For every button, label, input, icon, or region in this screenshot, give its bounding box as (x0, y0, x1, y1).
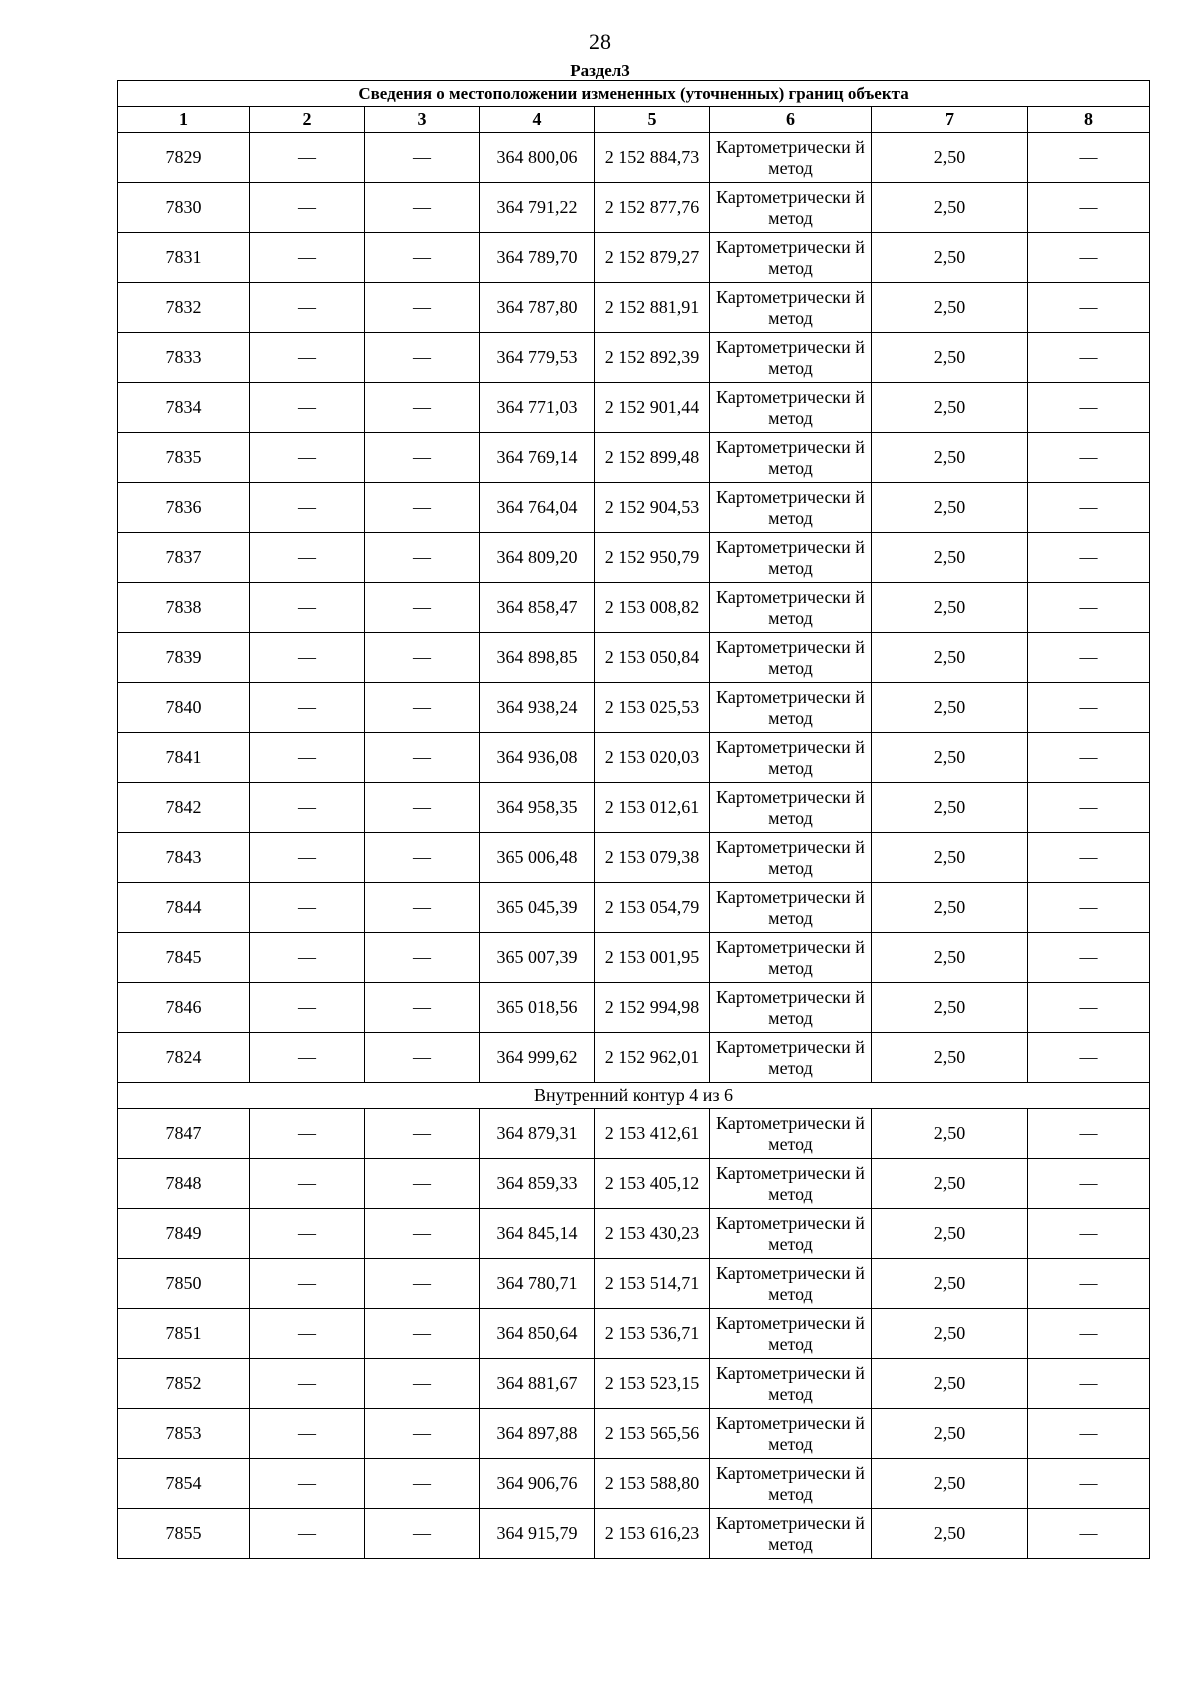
column-8-cell: — (1028, 333, 1150, 383)
method-cell: Картометрически й метод (710, 983, 872, 1033)
x-coordinate-cell: 364 879,31 (480, 1109, 595, 1159)
x-coordinate-cell: 364 915,79 (480, 1509, 595, 1559)
x-coordinate-cell: 364 936,08 (480, 733, 595, 783)
table-row (118, 433, 1150, 483)
column-3-cell: — (365, 133, 480, 183)
y-coordinate-cell: 2 153 514,71 (595, 1259, 710, 1309)
accuracy-cell: 2,50 (872, 333, 1028, 383)
x-coordinate-cell: 364 771,03 (480, 383, 595, 433)
column-3-cell: — (365, 183, 480, 233)
column-3-cell: — (365, 1159, 480, 1209)
x-coordinate-cell: 364 938,24 (480, 683, 595, 733)
table-row (118, 583, 1150, 633)
accuracy-cell: 2,50 (872, 783, 1028, 833)
y-coordinate-cell: 2 153 054,79 (595, 883, 710, 933)
accuracy-cell: 2,50 (872, 233, 1028, 283)
accuracy-cell: 2,50 (872, 633, 1028, 683)
point-number-cell: 7832 (118, 283, 250, 333)
y-coordinate-cell: 2 152 904,53 (595, 483, 710, 533)
point-number-cell: 7851 (118, 1309, 250, 1359)
point-number-cell: 7845 (118, 933, 250, 983)
table-row (118, 933, 1150, 983)
column-8-cell: — (1028, 533, 1150, 583)
y-coordinate-cell: 2 153 412,61 (595, 1109, 710, 1159)
x-coordinate-cell: 364 850,64 (480, 1309, 595, 1359)
column-number: 3 (365, 107, 480, 133)
y-coordinate-cell: 2 153 405,12 (595, 1159, 710, 1209)
column-2-cell: — (250, 1209, 365, 1259)
accuracy-cell: 2,50 (872, 883, 1028, 933)
y-coordinate-cell: 2 153 001,95 (595, 933, 710, 983)
column-3-cell: — (365, 1259, 480, 1309)
table-row (118, 283, 1150, 333)
point-number-cell: 7831 (118, 233, 250, 283)
method-cell: Картометрически й метод (710, 783, 872, 833)
column-8-cell: — (1028, 683, 1150, 733)
y-coordinate-cell: 2 152 879,27 (595, 233, 710, 283)
table-row (118, 683, 1150, 733)
method-cell: Картометрически й метод (710, 933, 872, 983)
column-2-cell: — (250, 483, 365, 533)
column-3-cell: — (365, 783, 480, 833)
y-coordinate-cell: 2 153 536,71 (595, 1309, 710, 1359)
accuracy-cell: 2,50 (872, 1359, 1028, 1409)
accuracy-cell: 2,50 (872, 1459, 1028, 1509)
accuracy-cell: 2,50 (872, 983, 1028, 1033)
method-cell: Картометрически й метод (710, 733, 872, 783)
point-number-cell: 7834 (118, 383, 250, 433)
y-coordinate-cell: 2 152 884,73 (595, 133, 710, 183)
column-2-cell: — (250, 233, 365, 283)
column-2-cell: — (250, 633, 365, 683)
method-cell: Картометрически й метод (710, 433, 872, 483)
section-title: Раздел3 (570, 61, 630, 80)
column-2-cell: — (250, 133, 365, 183)
x-coordinate-cell: 364 779,53 (480, 333, 595, 383)
method-cell: Картометрически й метод (710, 133, 872, 183)
method-cell: Картометрически й метод (710, 383, 872, 433)
contour-label: Внутренний контур 4 из 6 (118, 1083, 1150, 1109)
method-cell: Картометрически й метод (710, 1309, 872, 1359)
y-coordinate-cell: 2 153 523,15 (595, 1359, 710, 1409)
table-row (118, 633, 1150, 683)
column-8-cell: — (1028, 383, 1150, 433)
x-coordinate-cell: 364 791,22 (480, 183, 595, 233)
column-2-cell: — (250, 383, 365, 433)
column-3-cell: — (365, 283, 480, 333)
y-coordinate-cell: 2 152 881,91 (595, 283, 710, 333)
point-number-cell: 7838 (118, 583, 250, 633)
x-coordinate-cell: 364 898,85 (480, 633, 595, 683)
method-cell: Картометрически й метод (710, 533, 872, 583)
column-2-cell: — (250, 983, 365, 1033)
column-8-cell: — (1028, 1209, 1150, 1259)
table-caption-row (118, 81, 1150, 107)
table-body-part1 (118, 133, 1150, 1083)
x-coordinate-cell: 364 881,67 (480, 1359, 595, 1409)
column-8-cell: — (1028, 233, 1150, 283)
column-2-cell: — (250, 1509, 365, 1559)
table-row (118, 983, 1150, 1033)
y-coordinate-cell: 2 152 899,48 (595, 433, 710, 483)
y-coordinate-cell: 2 152 950,79 (595, 533, 710, 583)
column-3-cell: — (365, 233, 480, 283)
y-coordinate-cell: 2 153 430,23 (595, 1209, 710, 1259)
method-cell: Картометрически й метод (710, 1159, 872, 1209)
column-2-cell: — (250, 1033, 365, 1083)
point-number-cell: 7837 (118, 533, 250, 583)
column-3-cell: — (365, 1409, 480, 1459)
point-number-cell: 7852 (118, 1359, 250, 1409)
column-8-cell: — (1028, 1409, 1150, 1459)
column-number-row (118, 107, 1150, 133)
column-2-cell: — (250, 283, 365, 333)
method-cell: Картометрически й метод (710, 483, 872, 533)
y-coordinate-cell: 2 153 616,23 (595, 1509, 710, 1559)
accuracy-cell: 2,50 (872, 1509, 1028, 1559)
method-cell: Картометрически й метод (710, 1259, 872, 1309)
x-coordinate-cell: 365 018,56 (480, 983, 595, 1033)
method-cell: Картометрически й метод (710, 833, 872, 883)
accuracy-cell: 2,50 (872, 1159, 1028, 1209)
y-coordinate-cell: 2 153 079,38 (595, 833, 710, 883)
table-row (118, 1409, 1150, 1459)
accuracy-cell: 2,50 (872, 533, 1028, 583)
table-row (118, 183, 1150, 233)
column-2-cell: — (250, 1359, 365, 1409)
x-coordinate-cell: 364 999,62 (480, 1033, 595, 1083)
column-number: 4 (480, 107, 595, 133)
column-8-cell: — (1028, 183, 1150, 233)
column-number: 7 (872, 107, 1028, 133)
point-number-cell: 7846 (118, 983, 250, 1033)
y-coordinate-cell: 2 152 901,44 (595, 383, 710, 433)
method-cell: Картометрически й метод (710, 633, 872, 683)
table-row (118, 533, 1150, 583)
table-row (118, 483, 1150, 533)
y-coordinate-cell: 2 153 008,82 (595, 583, 710, 633)
y-coordinate-cell: 2 153 588,80 (595, 1459, 710, 1509)
column-2-cell: — (250, 1109, 365, 1159)
column-3-cell: — (365, 1459, 480, 1509)
accuracy-cell: 2,50 (872, 1209, 1028, 1259)
y-coordinate-cell: 2 153 565,56 (595, 1409, 710, 1459)
accuracy-cell: 2,50 (872, 683, 1028, 733)
point-number-cell: 7841 (118, 733, 250, 783)
table-row (118, 783, 1150, 833)
column-2-cell: — (250, 1459, 365, 1509)
column-2-cell: — (250, 433, 365, 483)
table-row (118, 1033, 1150, 1083)
point-number-cell: 7835 (118, 433, 250, 483)
accuracy-cell: 2,50 (872, 283, 1028, 333)
y-coordinate-cell: 2 153 050,84 (595, 633, 710, 683)
method-cell: Картометрически й метод (710, 1209, 872, 1259)
column-2-cell: — (250, 783, 365, 833)
column-8-cell: — (1028, 583, 1150, 633)
column-8-cell: — (1028, 883, 1150, 933)
column-2-cell: — (250, 733, 365, 783)
x-coordinate-cell: 364 859,33 (480, 1159, 595, 1209)
column-8-cell: — (1028, 633, 1150, 683)
column-number: 6 (710, 107, 872, 133)
column-number: 1 (118, 107, 250, 133)
column-8-cell: — (1028, 283, 1150, 333)
column-2-cell: — (250, 1409, 365, 1459)
column-3-cell: — (365, 583, 480, 633)
point-number-cell: 7850 (118, 1259, 250, 1309)
table-row (118, 1109, 1150, 1159)
x-coordinate-cell: 364 845,14 (480, 1209, 595, 1259)
column-8-cell: — (1028, 733, 1150, 783)
column-3-cell: — (365, 933, 480, 983)
column-2-cell: — (250, 883, 365, 933)
x-coordinate-cell: 364 958,35 (480, 783, 595, 833)
column-3-cell: — (365, 433, 480, 483)
column-2-cell: — (250, 583, 365, 633)
y-coordinate-cell: 2 152 877,76 (595, 183, 710, 233)
x-coordinate-cell: 365 007,39 (480, 933, 595, 983)
x-coordinate-cell: 365 006,48 (480, 833, 595, 883)
accuracy-cell: 2,50 (872, 1033, 1028, 1083)
accuracy-cell: 2,50 (872, 733, 1028, 783)
point-number-cell: 7855 (118, 1509, 250, 1559)
y-coordinate-cell: 2 153 025,53 (595, 683, 710, 733)
method-cell: Картометрически й метод (710, 1033, 872, 1083)
column-2-cell: — (250, 533, 365, 583)
page-number: 28 (589, 29, 611, 54)
point-number-cell: 7840 (118, 683, 250, 733)
table-row (118, 1509, 1150, 1559)
column-8-cell: — (1028, 1359, 1150, 1409)
accuracy-cell: 2,50 (872, 483, 1028, 533)
method-cell: Картометрически й метод (710, 1409, 872, 1459)
table-row (118, 1159, 1150, 1209)
table-row (118, 383, 1150, 433)
column-3-cell: — (365, 483, 480, 533)
column-2-cell: — (250, 183, 365, 233)
column-3-cell: — (365, 983, 480, 1033)
method-cell: Картометрически й метод (710, 183, 872, 233)
method-cell: Картометрически й метод (710, 333, 872, 383)
point-number-cell: 7843 (118, 833, 250, 883)
column-3-cell: — (365, 833, 480, 883)
column-8-cell: — (1028, 433, 1150, 483)
column-3-cell: — (365, 1209, 480, 1259)
column-2-cell: — (250, 833, 365, 883)
column-3-cell: — (365, 1309, 480, 1359)
y-coordinate-cell: 2 152 994,98 (595, 983, 710, 1033)
y-coordinate-cell: 2 153 012,61 (595, 783, 710, 833)
column-number: 5 (595, 107, 710, 133)
x-coordinate-cell: 364 800,06 (480, 133, 595, 183)
table-caption: Сведения о местоположении измененных (уточненных) границ объекта (118, 81, 1150, 107)
point-number-cell: 7833 (118, 333, 250, 383)
column-8-cell: — (1028, 1459, 1150, 1509)
accuracy-cell: 2,50 (872, 1109, 1028, 1159)
column-3-cell: — (365, 1359, 480, 1409)
accuracy-cell: 2,50 (872, 1259, 1028, 1309)
column-number: 2 (250, 107, 365, 133)
method-cell: Картометрически й метод (710, 1359, 872, 1409)
x-coordinate-cell: 364 780,71 (480, 1259, 595, 1309)
table-row (118, 733, 1150, 783)
method-cell: Картометрически й метод (710, 233, 872, 283)
method-cell: Картометрически й метод (710, 883, 872, 933)
accuracy-cell: 2,50 (872, 933, 1028, 983)
method-cell: Картометрически й метод (710, 1509, 872, 1559)
y-coordinate-cell: 2 152 892,39 (595, 333, 710, 383)
table-body-part2 (118, 1109, 1150, 1559)
x-coordinate-cell: 364 764,04 (480, 483, 595, 533)
column-8-cell: — (1028, 483, 1150, 533)
column-8-cell: — (1028, 1033, 1150, 1083)
accuracy-cell: 2,50 (872, 433, 1028, 483)
x-coordinate-cell: 364 809,20 (480, 533, 595, 583)
column-2-cell: — (250, 1159, 365, 1209)
point-number-cell: 7829 (118, 133, 250, 183)
table-row (118, 1259, 1150, 1309)
column-8-cell: — (1028, 833, 1150, 883)
column-8-cell: — (1028, 983, 1150, 1033)
y-coordinate-cell: 2 153 020,03 (595, 733, 710, 783)
column-2-cell: — (250, 1309, 365, 1359)
column-8-cell: — (1028, 1309, 1150, 1359)
point-number-cell: 7848 (118, 1159, 250, 1209)
point-number-cell: 7830 (118, 183, 250, 233)
method-cell: Картометрически й метод (710, 1109, 872, 1159)
x-coordinate-cell: 364 769,14 (480, 433, 595, 483)
table-row (118, 233, 1150, 283)
method-cell: Картометрически й метод (710, 583, 872, 633)
column-3-cell: — (365, 633, 480, 683)
column-3-cell: — (365, 533, 480, 583)
y-coordinate-cell: 2 152 962,01 (595, 1033, 710, 1083)
column-2-cell: — (250, 933, 365, 983)
table-row (118, 1309, 1150, 1359)
method-cell: Картометрически й метод (710, 283, 872, 333)
table-row (118, 883, 1150, 933)
method-cell: Картометрически й метод (710, 683, 872, 733)
point-number-cell: 7836 (118, 483, 250, 533)
boundary-coordinates-table (117, 80, 1150, 1559)
x-coordinate-cell: 364 858,47 (480, 583, 595, 633)
table-row (118, 833, 1150, 883)
column-3-cell: — (365, 1109, 480, 1159)
table-row (118, 1459, 1150, 1509)
column-3-cell: — (365, 683, 480, 733)
accuracy-cell: 2,50 (872, 1309, 1028, 1359)
column-8-cell: — (1028, 1109, 1150, 1159)
x-coordinate-cell: 364 906,76 (480, 1459, 595, 1509)
x-coordinate-cell: 365 045,39 (480, 883, 595, 933)
contour-label-row (118, 1083, 1150, 1109)
point-number-cell: 7824 (118, 1033, 250, 1083)
point-number-cell: 7854 (118, 1459, 250, 1509)
column-8-cell: — (1028, 1259, 1150, 1309)
column-number: 8 (1028, 107, 1150, 133)
table-row (118, 333, 1150, 383)
column-2-cell: — (250, 683, 365, 733)
point-number-cell: 7842 (118, 783, 250, 833)
column-2-cell: — (250, 1259, 365, 1309)
column-2-cell: — (250, 333, 365, 383)
accuracy-cell: 2,50 (872, 1409, 1028, 1459)
column-8-cell: — (1028, 1159, 1150, 1209)
column-8-cell: — (1028, 933, 1150, 983)
x-coordinate-cell: 364 897,88 (480, 1409, 595, 1459)
x-coordinate-cell: 364 787,80 (480, 283, 595, 333)
column-8-cell: — (1028, 1509, 1150, 1559)
accuracy-cell: 2,50 (872, 133, 1028, 183)
point-number-cell: 7844 (118, 883, 250, 933)
accuracy-cell: 2,50 (872, 583, 1028, 633)
accuracy-cell: 2,50 (872, 183, 1028, 233)
table-row (118, 1209, 1150, 1259)
method-cell: Картометрически й метод (710, 1459, 872, 1509)
table-row (118, 1359, 1150, 1409)
accuracy-cell: 2,50 (872, 383, 1028, 433)
column-8-cell: — (1028, 783, 1150, 833)
point-number-cell: 7849 (118, 1209, 250, 1259)
column-8-cell: — (1028, 133, 1150, 183)
point-number-cell: 7847 (118, 1109, 250, 1159)
column-3-cell: — (365, 383, 480, 433)
x-coordinate-cell: 364 789,70 (480, 233, 595, 283)
column-3-cell: — (365, 733, 480, 783)
contour-section (118, 1083, 1150, 1109)
accuracy-cell: 2,50 (872, 833, 1028, 883)
column-3-cell: — (365, 1509, 480, 1559)
column-3-cell: — (365, 333, 480, 383)
column-3-cell: — (365, 883, 480, 933)
point-number-cell: 7839 (118, 633, 250, 683)
column-3-cell: — (365, 1033, 480, 1083)
table-row (118, 133, 1150, 183)
point-number-cell: 7853 (118, 1409, 250, 1459)
